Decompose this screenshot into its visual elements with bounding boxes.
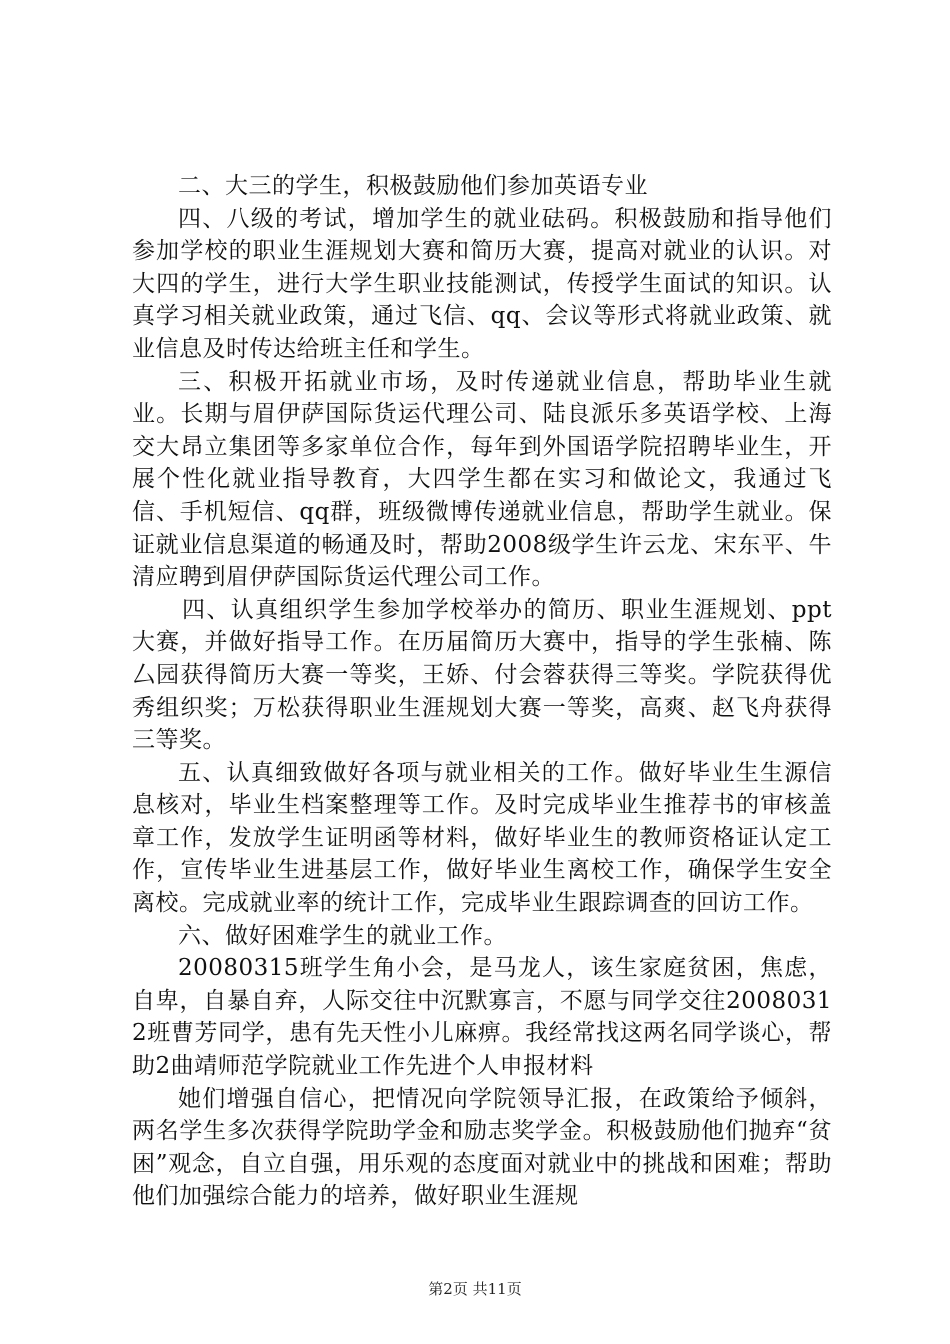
paragraph-7: 20080315班学生角小会，是马龙人，该生家庭贫困，焦虑，自卑，自暴自弃，人际交往中沉默寡言，不愿与同学交往20080312班曹芳同学，患有先天性小儿麻痹。我经常找这两名同学谈心，帮助2曲靖师范学院就业工作先进个人申报材料 [132, 955, 832, 1080]
paragraph-4: 四、认真组织学生参加学校举办的简历、职业生涯规划、ppt大赛，并做好指导工作。在历届简历大赛中，指导的学生张楠、陈厶园获得简历大赛一等奖，王娇、付会蓉获得三等奖。学院获得优秀组织奖；万松获得职业生涯规划大赛一等奖，高爽、赵飞舟获得三等奖。 [132, 596, 832, 754]
paragraph-8: 她们增强自信心，把情况向学院领导汇报，在政策给予倾斜，两名学生多次获得学院助学金和励志奖学金。积极鼓励他们抛弃“贫困”观念，自立自强，用乐观的态度面对就业中的挑战和困难；帮助他们加强综合能力的培养，做好职业生涯规 [132, 1085, 832, 1210]
paragraph-3: 三、积极开拓就业市场，及时传递就业信息，帮助毕业生就业。长期与眉伊萨国际货运代理公司、陆良派乐多英语学校、上海交大昂立集团等多家单位合作，每年到外国语学院招聘毕业生，开展个性化就业指导教育，大四学生都在实习和做论文，我通过飞信、手机短信、qq群，班级微博传递就业信息，帮助学生就业。保证就业信息渠道的畅通及时，帮助2008级学生许云龙、宋东平、牛清应聘到眉伊萨国际货运代理公司工作。 [132, 368, 832, 591]
document-body [132, 170, 832, 1213]
paragraph-5: 五、认真细致做好各项与就业相关的工作。做好毕业生生源信息核对，毕业生档案整理等工作。及时完成毕业生推荐书的审核盖章工作，发放学生证明函等材料，做好毕业生的教师资格证认定工作，宣传毕业生进基层工作，做好毕业生离校工作，确保学生安全离校。完成就业率的统计工作，完成毕业生跟踪调查的回访工作。 [132, 759, 832, 917]
paragraph-6: 六、做好困难学生的就业工作。 [178, 922, 507, 949]
paragraph-2: 四、八级的考试，增加学生的就业砝码。积极鼓励和指导他们参加学校的职业生涯规划大赛和简历大赛，提高对就业的认识。对大四的学生，进行大学生职业技能测试，传授学生面试的知识。认真学习相关就业政策，通过飞信、qq、会议等形式将就业政策、就业信息及时传达给班主任和学生。 [132, 205, 832, 362]
paragraph-1: 二、大三的学生，积极鼓励他们参加英语专业 [178, 173, 648, 199]
page-number-footer: 第2页 共11页 [428, 1280, 522, 1298]
